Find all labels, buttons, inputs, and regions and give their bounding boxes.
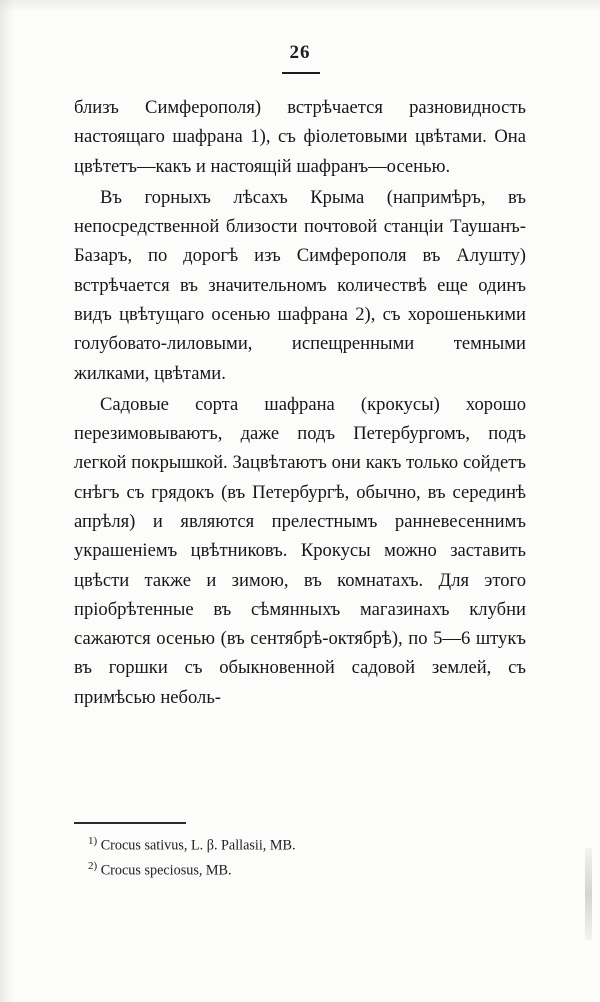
paragraph-3: Садовые сорта шафрана (крокусы) хорошо перезимовываютъ, даже подъ Петербургомъ, подъ легкой покрышкой. Зацвѣтаютъ они какъ только сойдетъ снѣгъ съ грядокъ (въ Петербургѣ, обычно, въ серединѣ апрѣля) и являются прелестнымъ ранневесеннимъ украшеніемъ цвѣтниковъ. Крокусы можно заставить цвѣсти также и зимою, въ комнатахъ. Для этого пріобрѣтенные въ сѣмянныхъ магазинахъ клубни сажаются осенью (въ сентябрѣ-октябрѣ), по 5—6 штукъ въ горшки съ обыкновенной садовой землей, съ примѣсью неболь- — [74, 393, 526, 708]
page-number-rule — [282, 72, 320, 74]
footnote-1-marker: 1) — [88, 835, 98, 847]
footnote-1 — [74, 833, 526, 858]
page-number-header — [0, 42, 600, 64]
scan-spine-artifact — [585, 848, 592, 940]
body-text-block — [74, 93, 526, 712]
paragraph-1: близъ Симферополя) встрѣчается разновидность настоящаго шафрана 1), съ фіолетовыми цвѣтами. Она цвѣтетъ—какъ и настоящій шафранъ—осенью. — [74, 97, 526, 177]
footnote-block — [74, 833, 526, 882]
footnote-1-text: Crocus sativus, L. β. Pallasii, MB. — [100, 837, 296, 854]
footnote-2 — [74, 858, 526, 883]
footnote-2-marker: 2) — [88, 859, 98, 872]
footnote-2-text: Crocus speciosus, MB. — [100, 862, 232, 879]
page-number: 26 — [289, 42, 311, 63]
paragraph-2: Въ горныхъ лѣсахъ Крыма (напримѣръ, въ непосредственной близости почтовой станціи Таушанъ-Базаръ, по дорогѣ изъ Симферополя въ Алушту) встрѣчается въ значительномъ количествѣ еще одинъ видъ цвѣтущаго осенью шафрана 2), съ хорошенькими голубовато-лиловыми, испещренными темными жилками, цвѣтами. — [74, 186, 526, 384]
page-left-shading — [0, 0, 14, 1002]
footnote-separator-rule — [74, 822, 186, 824]
page-top-shading — [0, 0, 600, 12]
